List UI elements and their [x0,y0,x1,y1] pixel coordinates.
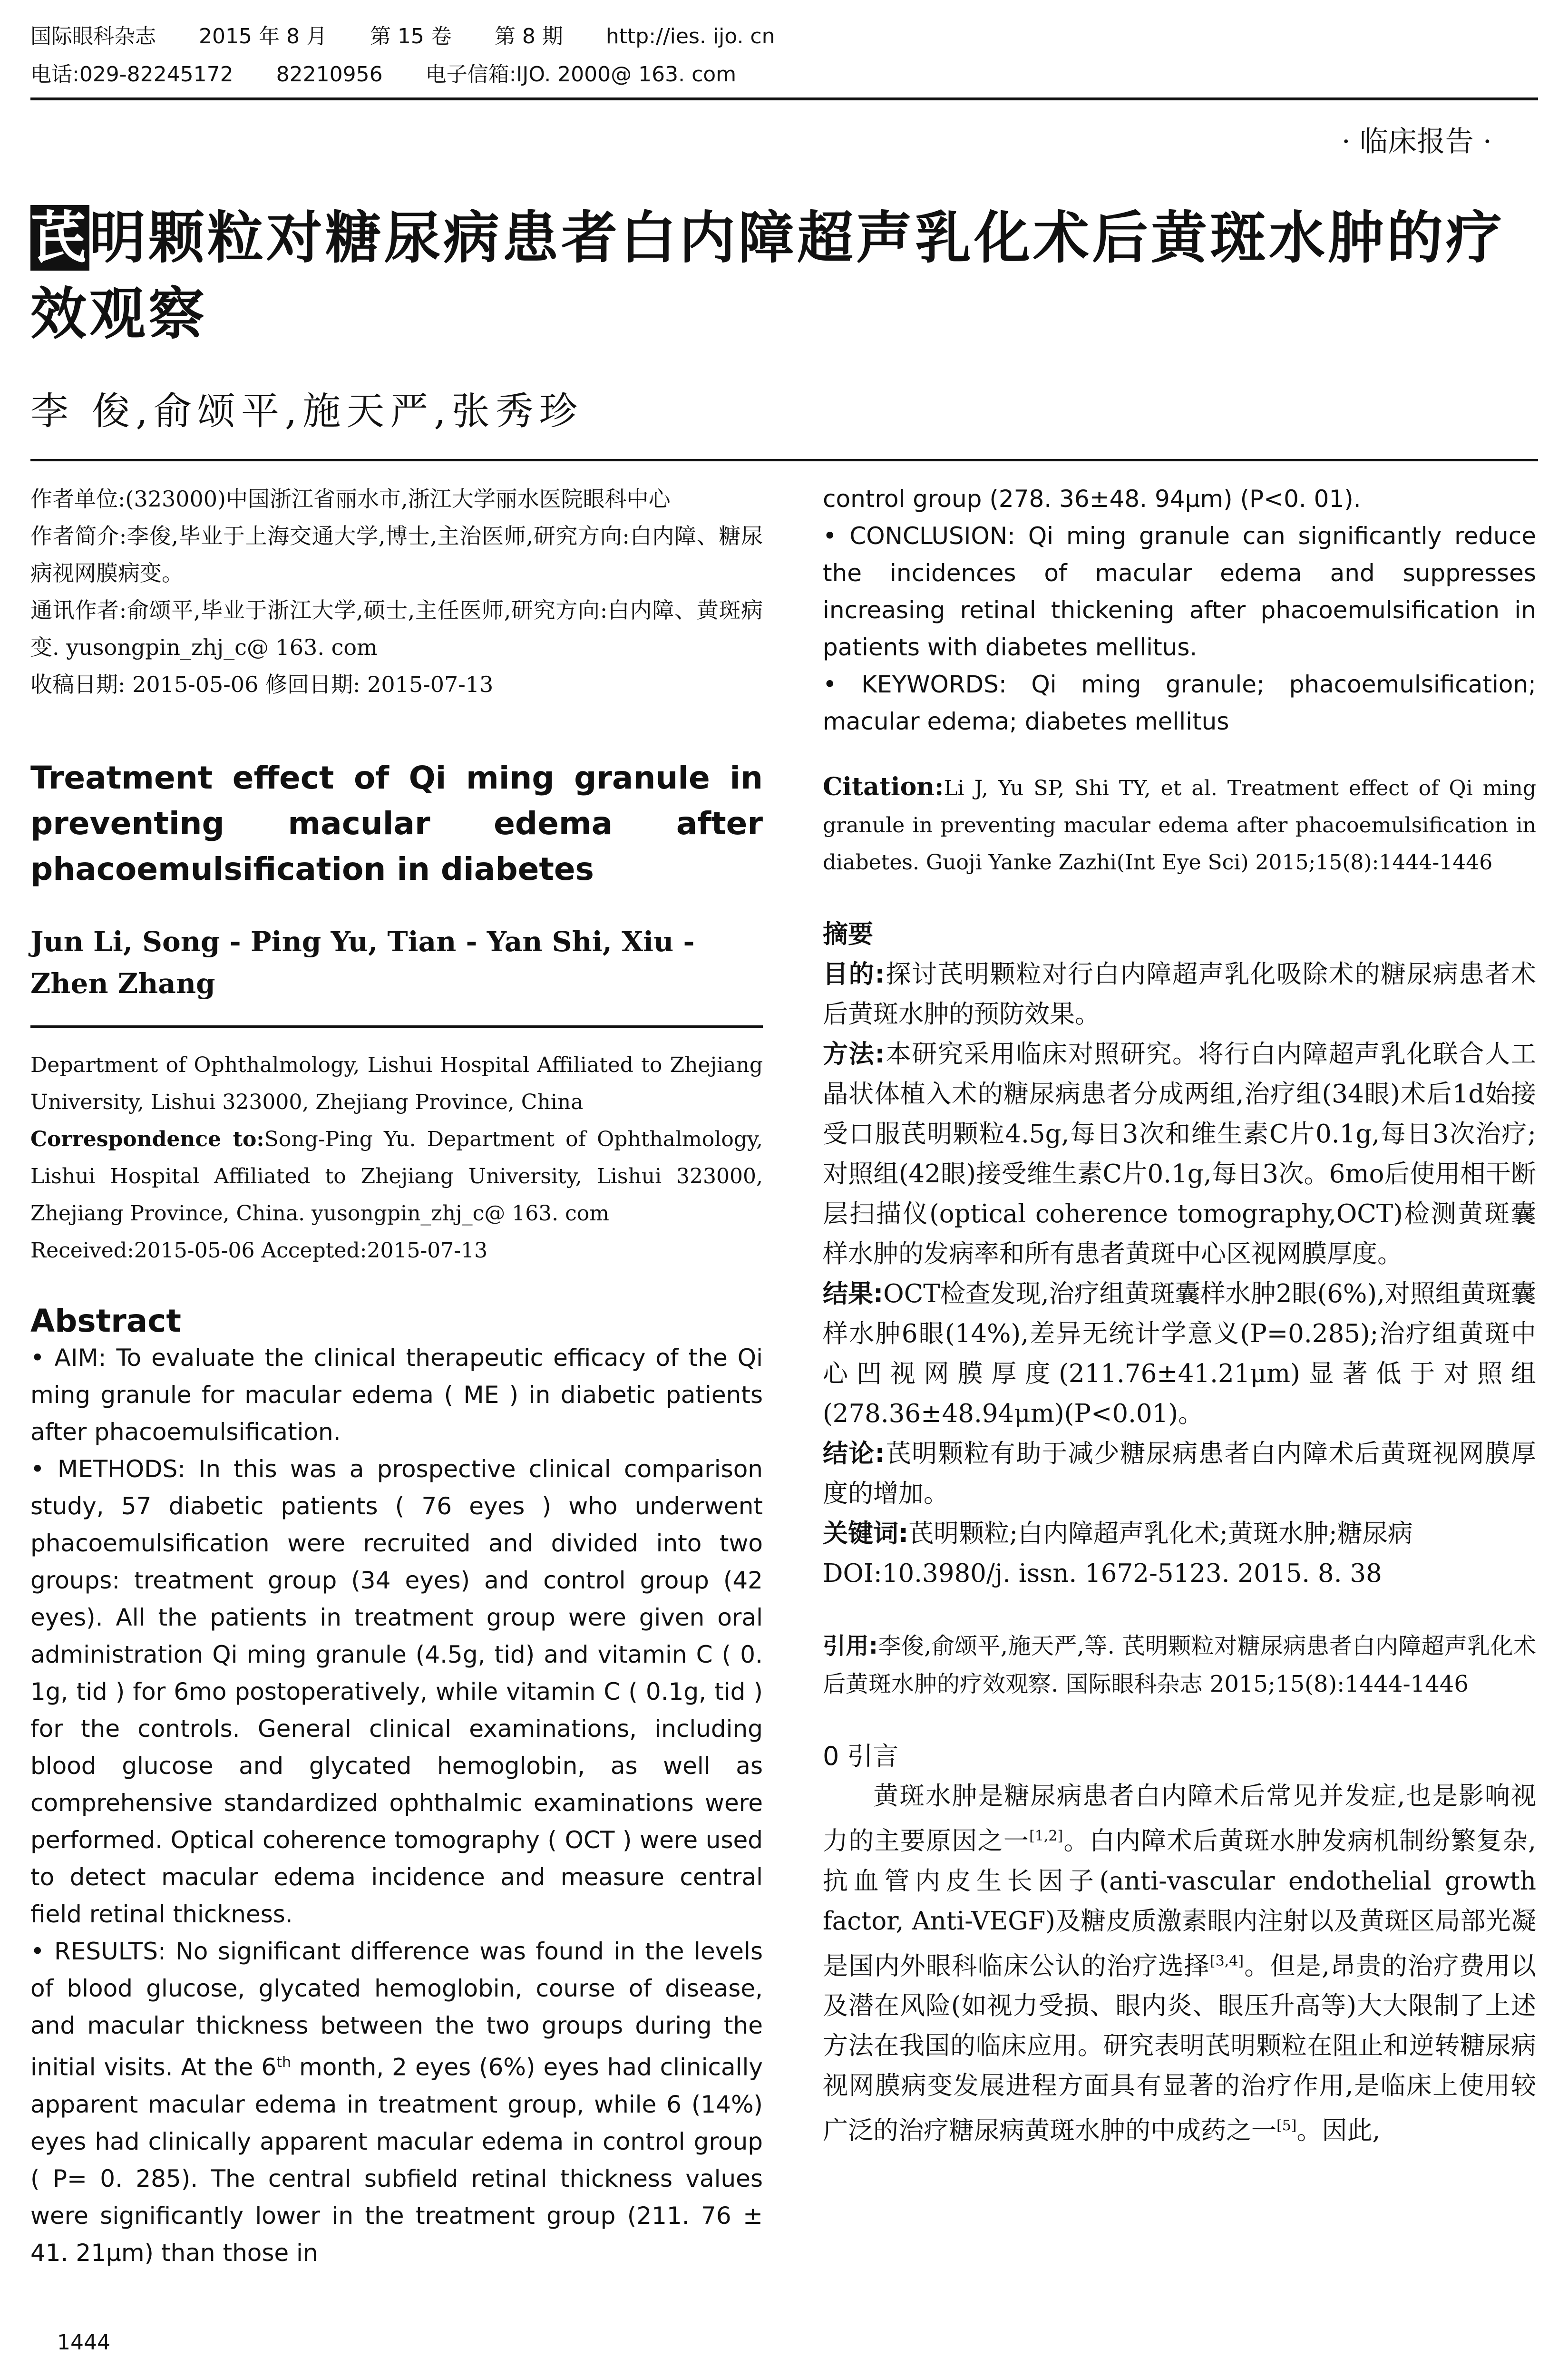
zh-keywords-label: 关键词: [823,1519,909,1548]
author-bio: 作者简介:李俊,毕业于上海交通大学,博士,主治医师,研究方向:白内障、糖尿病视网膜病变。 [30,523,763,586]
zh-abstract-heading: 摘要 [823,920,873,949]
received-dates: Received:2015-05-06 Accepted:2015-07-13 [30,1238,488,1263]
abstract-conclusion: • CONCLUSION: Qi ming granule can significantly reduce the incidences of macular edema and suppresses increasing retinal thickening after phacoemulsification in patients with diabetes mellitus. [823,522,1536,661]
issue: 第 8 期 [494,24,563,49]
zh-method [823,1034,1536,1274]
affiliation: Department of Ophthalmology, Lishui Hospital Affiliated to Zhejiang University, Lishui 323000, Zhejiang Province, China [30,1053,763,1114]
journal-header-line1 [30,19,818,49]
intro-paragraph [823,1776,1536,2151]
intro-c: 。但是,昂贵的治疗费用以及潜在风险(如视力受损、眼内炎、眼压升高等)大大限制了上述方法在我国的临床应用。研究表明芪明颗粒在阻止和逆转糖尿病视网膜病变发展进程方面具有显著的治疗作用,是临床上使用较广泛的治疗糖尿病黄斑水肿的中成药之一 [823,1951,1536,2145]
zh-aim-text: 探讨芪明颗粒对行白内障超声乳化吸除术的糖尿病患者术后黄斑水肿的预防效果。 [823,960,1537,1029]
zh-keywords-text: 芪明颗粒;白内障超声乳化术;黄斑水肿;糖尿病 [908,1519,1413,1548]
citation-text: Li J, Yu SP, Shi TY, et al. Treatment effect of Qi ming granule in preventing macular edema after phacoemulsification in diabetes. Guoji Yanke Zazhi(Int Eye Sci) 2015;15(8):1444-1446 [823,776,1536,875]
article-title [30,200,1529,352]
section-tag: · 临床报告 · [1341,125,1492,158]
zh-method-label: 方法: [823,1040,885,1069]
english-authors: Jun Li, Song - Ping Yu, Tian - Yan Shi, Xiu - Zhen Zhang [30,925,695,1000]
intro-heading: 0 引言 [823,1741,899,1771]
intro-ref3[interactable]: [5] [1276,2117,1297,2134]
results-b: month, 2 eyes (6%) eyes had clinically apparent macular edema in treatment group, while 6 (14%) eyes had clinically apparent macular edema in control group ( P= 0. 285). The central subfield retinal thickness values were significantly lower in the treatment group (211. 76 ± 41. 21μm) than those in [30,2053,763,2267]
zh-aim-label: 目的: [823,960,885,989]
zh-conclusion-text: 芪明颗粒有助于减少糖尿病患者白内障术后黄斑视网膜厚度的增加。 [823,1439,1537,1508]
zh-result-label: 结果: [823,1279,884,1308]
intro-d: 。因此, [1296,2116,1381,2145]
phone: 电话:029-82245172 [30,62,234,87]
intro-ref2[interactable]: [3,4] [1209,1952,1244,1969]
authors-chinese: 李 俊,俞颂平,施天严,张秀珍 [30,389,583,433]
zh-result-text: OCT检查发现,治疗组黄斑囊样水肿2眼(6%),对照组黄斑囊样水肿6眼(14%),差异无统计学意义(P=0.285);治疗组黄斑中心凹视网膜厚度(211.76±41.21μm)显著低于对照组(278.36±48.94μm)(P<0.01)。 [823,1279,1536,1428]
abstract-aim: • AIM: To evaluate the clinical therapeutic efficacy of the Qi ming granule for macular edema ( ME ) in diabetic patients after phacoemulsification. [30,1344,763,1446]
abstract-methods: • METHODS: In this was a prospective clinical comparison study, 57 diabetic patients ( 76 eyes ) who underwent phacoemulsification were recruited and divided into two groups: treatment group (34 eyes) and control group (42 eyes). All the patients in treatment group were given oral administration Qi ming granule (4.5g, tid) and vitamin C ( 0. 1g, tid ) for 6mo postoperatively, while vitamin C ( 0.1g, tid ) for the controls. General clinical examinations, including blood glucose and glycated hemoglobin, as well as comprehensive standardized ophthalmic examinations were performed. Optical coherence tomography ( OCT ) were used to detect macular edema incidence and measure central field retinal thickness. [30,1455,763,1928]
author-unit: 作者单位:(323000)中国浙江省丽水市,浙江大学丽水医院眼科中心 [30,486,671,512]
citation [823,769,1536,881]
author-rule [30,1025,763,1028]
zh-result [823,1274,1536,1434]
journal-name: 国际眼科杂志 [30,24,156,49]
intro-b: 。白内障术后黄斑水肿发病机制纷繁复杂,抗血管内皮生长因子(anti-vascular endothelial growth factor, Anti-VEGF)及糖皮质激素眼内注射以及黄斑区局部光凝是国内外眼科临床公认的治疗选择 [823,1826,1537,1981]
zh-citation [823,1627,1536,1703]
abstract-results-continued: control group (278. 36±48. 94μm) (P<0. 01). [823,485,1361,513]
title-rule [30,459,1538,461]
intro-ref1[interactable]: [1,2] [1029,1828,1063,1844]
doi[interactable]: DOI:10.3980/j. issn. 1672-5123. 2015. 8. 38 [823,1559,1382,1588]
english-title: Treatment effect of Qi ming granule in preventing macular edema after phacoemulsification in diabetes [30,760,763,887]
journal-email[interactable]: 电子信箱:IJO. 2000@ 163. com [425,62,737,87]
zh-aim [823,955,1536,1034]
zh-conclusion [823,1434,1536,1514]
left-column [30,480,763,2271]
correspondence [30,1121,763,1232]
abstract-results [30,1933,763,2271]
zh-method-text: 本研究采用临床对照研究。将行白内障超声乳化联合人工晶状体植入术的糖尿病患者分成两组,治疗组(34眼)术后1d始接受口服芪明颗粒4.5g,每日3次和维生素C片0.1g,每日3次治疗;对照组(42眼)接受维生素C片0.1g,每日3次。6mo后使用相干断层扫描仪(optical coherence tomography,OCT)检测黄斑囊样水肿的发病率和所有患者黄斑中心区视网膜厚度。 [823,1040,1537,1268]
zh-conclusion-label: 结论: [823,1439,885,1468]
journal-header-line2 [30,57,779,88]
title-rest: 明颗粒对糖尿病患者白内障超声乳化术后黄斑水肿的疗效观察 [30,205,1505,347]
results-a: • RESULTS: No significant difference was found in the levels of blood glucose, glycated hemoglobin, course of disease, and macular thickness between the two groups during the initial visits. At the 6 [30,1938,763,2081]
page-number: 1444 [57,2330,110,2355]
intro-a: 黄斑水肿是糖尿病患者白内障术后常见并发症,也是影响视力的主要原因之一 [823,1782,1536,1856]
volume: 第 15 卷 [370,24,452,49]
header-rule [30,97,1538,100]
correspondence-label: Correspondence to: [30,1127,264,1151]
correspondence-text: Song-Ping Yu. Department of Ophthalmology, Lishui Hospital Affiliated to Zhejiang University, Lishui 323000, Zhejiang Province, China. yusongpin_zhj_c@ 163. com [30,1127,763,1226]
journal-url[interactable]: http://ies. ijo. cn [605,24,775,49]
citation-label: Citation: [823,772,944,801]
zh-citation-label: 引用: [823,1633,878,1659]
dates: 收稿日期: 2015-05-06 修回日期: 2015-07-13 [30,672,494,697]
abstract-keywords: • KEYWORDS: Qi ming granule; phacoemulsification; macular edema; diabetes mellitus [823,671,1536,735]
right-column [823,480,1536,2151]
zh-citation-text: 李俊,俞颂平,施天严,等. 芪明颗粒对糖尿病患者白内障超声乳化术后黄斑水肿的疗效观察. 国际眼科杂志 2015;15(8):1444-1446 [823,1633,1536,1697]
title-first-char: 芪 [30,205,90,271]
phone2: 82210956 [276,62,383,87]
results-sup: th [276,2054,292,2071]
corresponding-author: 通讯作者:俞颂平,毕业于浙江大学,硕士,主任医师,研究方向:白内障、黄斑病变. yusongpin_zhj_c@ 163. com [30,597,763,660]
issue-date: 2015 年 8 月 [199,24,327,49]
zh-keywords [823,1514,1536,1554]
abstract-heading: Abstract [30,1303,181,1339]
